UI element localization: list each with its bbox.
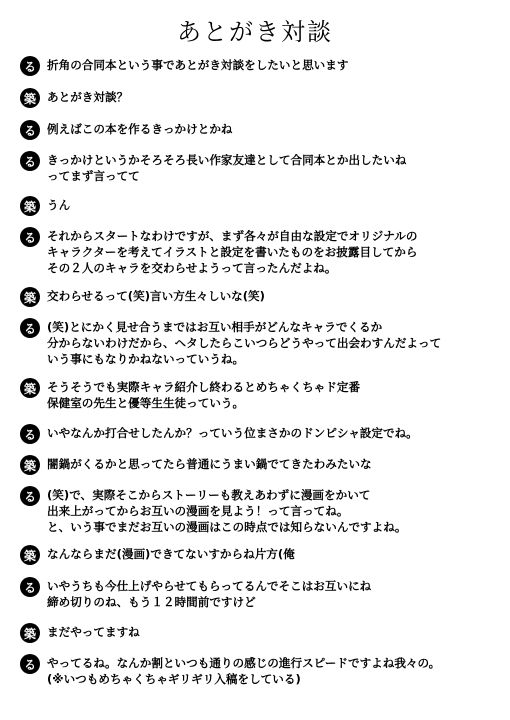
dialogue-entry	[20, 57, 498, 76]
dialogue-entry	[20, 228, 498, 276]
dialogue-entry	[20, 456, 498, 475]
page-title: あとがき対談	[177, 18, 333, 46]
dialogue-text	[47, 152, 498, 184]
dialogue-text	[47, 89, 498, 105]
dialogue-line: いう事にもなりかねないっていうね。	[47, 352, 245, 366]
dialogue-entry	[20, 487, 498, 535]
dialogue-line: ってまず言ってて	[47, 169, 140, 183]
dialogue-line: 分からないわけだから、ヘタしたらこいつらどうやって出会わすんだよって	[47, 336, 442, 350]
speaker-badge: 築	[20, 88, 40, 108]
dialogue-entry	[20, 379, 498, 411]
dialogue-line: (笑)とにかく見せ合うまではお互い相手がどんなキャラでくるか	[47, 320, 383, 334]
speaker-badge: る	[20, 318, 40, 338]
dialogue-text	[47, 57, 498, 73]
speaker-badge: 築	[20, 455, 40, 475]
dialogue-text	[47, 228, 498, 276]
dialogue-text	[47, 487, 498, 535]
dialogue-text	[47, 546, 498, 562]
dialogue-entry	[20, 121, 498, 140]
dialogue-entry	[20, 624, 498, 643]
dialogue-entry	[20, 578, 498, 610]
dialogue-text	[47, 425, 498, 441]
speaker-badge: る	[20, 151, 40, 171]
speaker-badge: る	[20, 486, 40, 506]
dialogue-text	[47, 197, 498, 213]
dialogue-text	[47, 624, 498, 640]
dialogue-line: あとがき対談？	[47, 90, 129, 104]
dialogue-line: 出来上がってからお互いの漫画を見よう！って言ってね。	[47, 504, 349, 518]
speaker-badge: 築	[20, 545, 40, 565]
dialogue-line: 闇鍋がくるかと思ってたら普通にうまい鍋でてきたわみたいな	[47, 457, 372, 471]
dialogue-line: きっかけというかそろそろ長い作家友達として合同本とか出したいね	[47, 153, 407, 167]
dialogue-text	[47, 456, 498, 472]
dialogue-entry	[20, 152, 498, 184]
speaker-badge: る	[20, 227, 40, 247]
dialogue-text	[47, 379, 498, 411]
dialogue-entry	[20, 655, 498, 687]
dialogue-entry	[20, 425, 498, 444]
dialogue-line: そうそうでも実際キャラ紹介し終わるとめちゃくちゃド定番	[47, 380, 361, 394]
dialogue-text	[47, 121, 498, 137]
speaker-badge: 築	[20, 623, 40, 643]
dialogue-entry	[20, 89, 498, 108]
dialogue-line: いやなんか打合せしたんか？っていう位まさかのドンピシャ設定でね。	[47, 426, 418, 440]
dialogue-line: 保健室の先生と優等生生徒っていう。	[47, 396, 245, 410]
dialogue-text	[47, 655, 498, 687]
speaker-badge: 築	[20, 378, 40, 398]
dialogue-entry	[20, 319, 498, 367]
speaker-badge: 築	[20, 287, 40, 307]
dialogue-line: 交わらせるって(笑)言い方生々しいな(笑)	[47, 289, 265, 303]
dialogue-entry	[20, 197, 498, 216]
dialogue-line: それからスタートなわけですが、まず各々が自由な設定でオリジナルの	[47, 229, 418, 243]
speaker-badge: る	[20, 577, 40, 597]
dialogue-line: キャラクターを考えてイラストと設定を書いたものをお披露目してから	[47, 245, 418, 259]
dialogue-line: うん	[47, 198, 71, 212]
dialogue-line: 締め切りのね、もう１２時間前ですけど	[47, 595, 256, 609]
dialogue-line: 折角の合同本という事であとがき対談をしたいと思います	[47, 58, 349, 72]
dialogue-line: (笑)で、実際そこからストーリーも教えあわずに漫画をかいて	[47, 488, 371, 502]
speaker-badge: る	[20, 424, 40, 444]
speaker-badge: る	[20, 120, 40, 140]
dialogue-entry	[20, 546, 498, 565]
speaker-badge: る	[20, 56, 40, 76]
speaker-badge: 築	[20, 196, 40, 216]
dialogue-line: やってるね。なんか割といつも通りの感じの進行スピードですよね我々の。	[47, 656, 441, 670]
dialogue-text	[47, 578, 498, 610]
dialogue-line: その２人のキャラを交わらせようって言ったんだよね。	[47, 261, 337, 275]
dialogue-line: いやうちも今仕上げやらせてもらってるんでそこはお互いにね	[47, 579, 372, 593]
dialogue-line: と、いう事でまだお互いの漫画はこの時点では知らないんですよね。	[47, 520, 407, 534]
dialogue-entry	[20, 288, 498, 307]
dialogue-line: なんならまだ(漫画)できてないすからね片方(俺	[47, 547, 295, 561]
dialogue-text	[47, 319, 498, 367]
dialogue-line: 例えばこの本を作るきっかけとかね	[47, 122, 233, 136]
dialogue-text	[47, 288, 498, 304]
dialogue-line: (※いつもめちゃくちゃギリギリ入稿をしている)	[47, 672, 301, 686]
dialogue-line: まだやってますね	[47, 625, 140, 639]
speaker-badge: る	[20, 654, 40, 674]
